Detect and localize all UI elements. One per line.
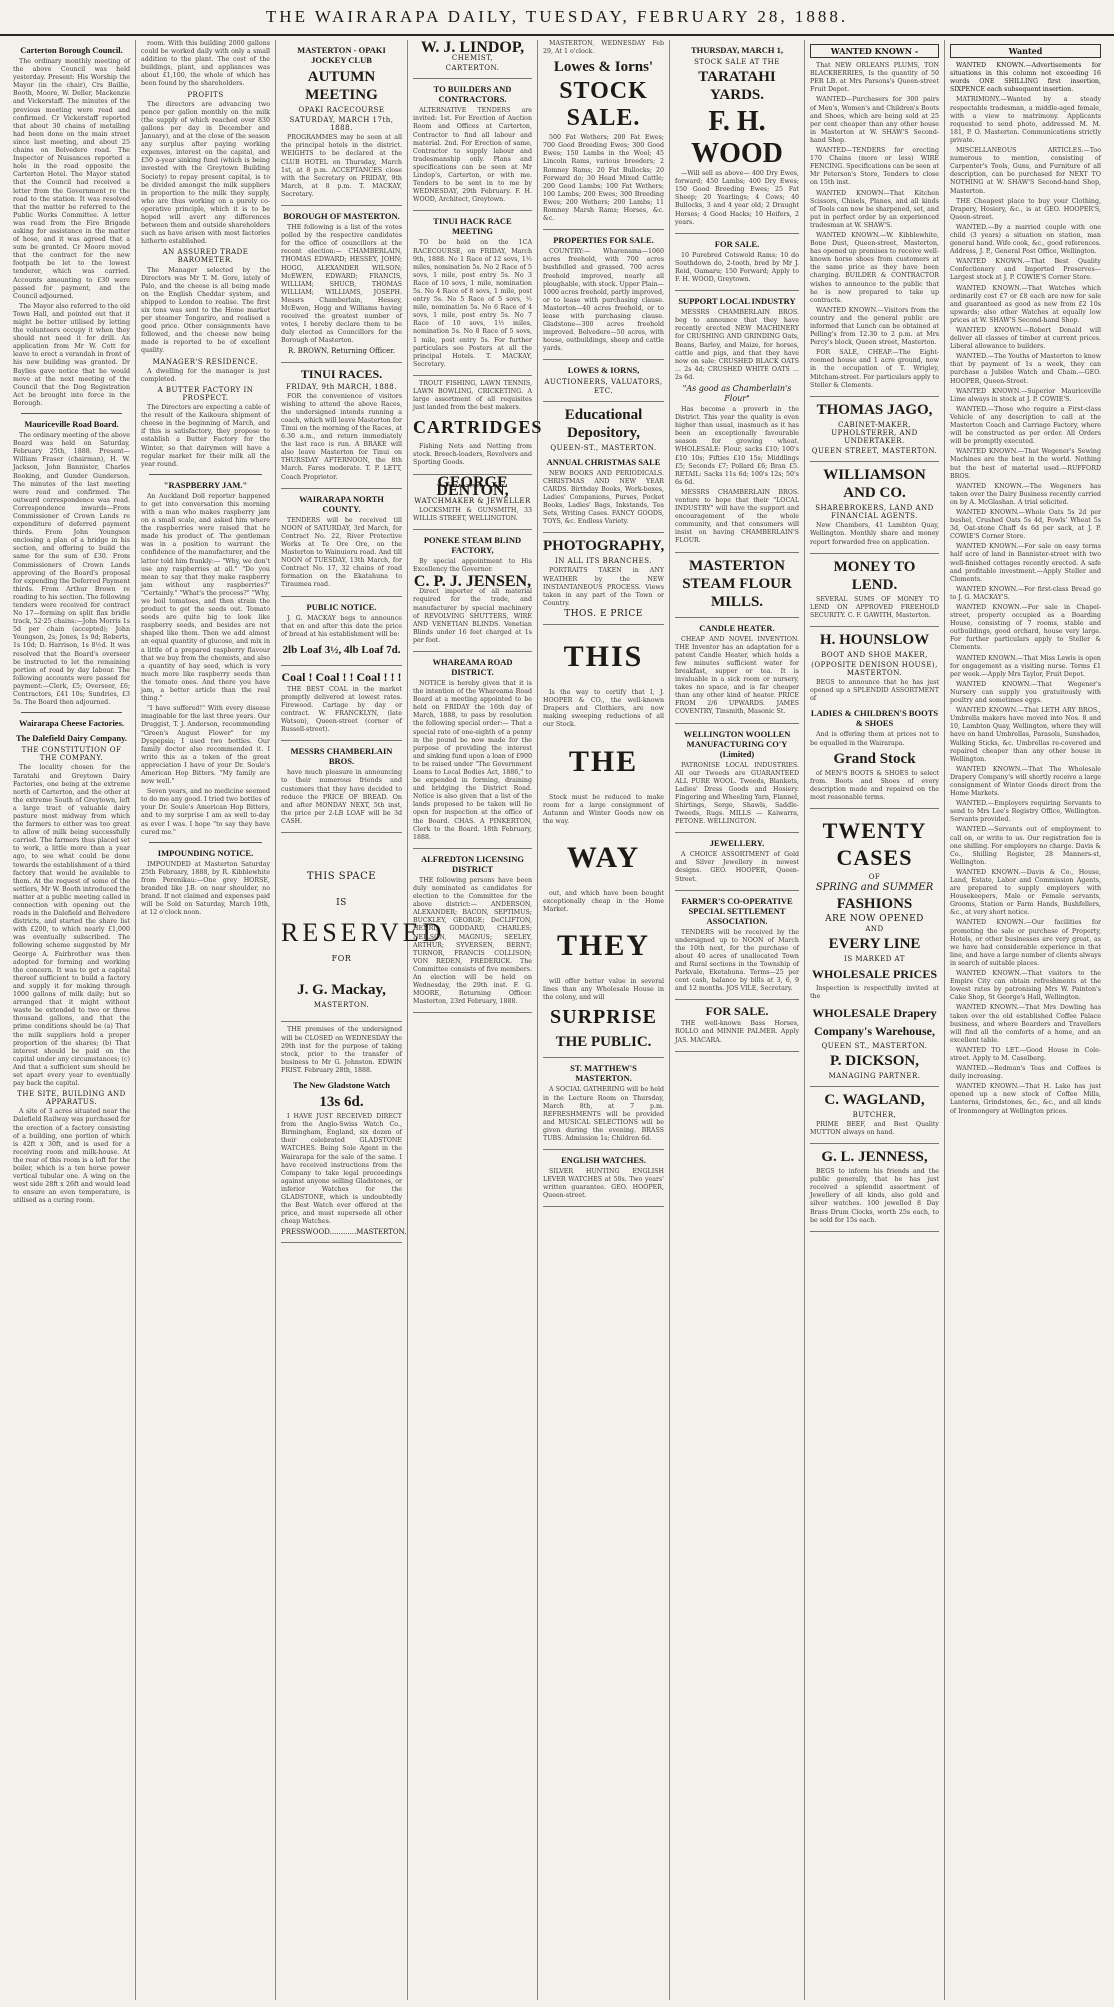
advertisement (675, 296, 799, 552)
article-heading: Carterton Borough Council. (20, 45, 123, 55)
advertisement (281, 1080, 407, 1243)
ad-heading: ST. MATTHEW'S MASTERTON. (570, 1063, 637, 1084)
ad-body: SEVERAL SUMS OF MONEY TO LEND ON APPROVED FREEHOLD SECURITY. C. F. GAWITH, Masterton. (810, 595, 939, 619)
article-body: The Manager selected by the Directors was Mr T. M. Gore, lately of Palo, and the cheese is all being made on the English Cheddar system, and shipped to London to realise. The first six tons was sent to the Home market per steamer Tongariro, and realised a good price. Other consignments have followed, and the cheese now being made is reported to be of excellent quality. (141, 266, 270, 355)
ad-heading: Grand Stock (833, 750, 916, 767)
reserved-for: FOR (331, 954, 352, 964)
masthead (0, 0, 1114, 36)
ad-subheading: C. P. J. JENSEN, (413, 573, 532, 591)
ad-body: New Chambers, 41 Lambton Quay, Wellington. Monthly share and money report forwarded free on application. (810, 522, 939, 546)
column-5 (538, 40, 670, 2000)
reserved-this-space: THIS SPACE (306, 871, 377, 882)
column-6 (670, 40, 805, 2000)
ad-body: ALTERNATIVE TENDERS are invited: 1st. For Erection of Auction Room and Offices at Carterton, Contractor to find all labour and material. 2nd. For Erection of same, Contractor to supply labour and tradesmanship only. Plans and specifications can be seen at Mr Lindop's, Carterton, or with me. Tenders to be sent in to me by WEDNESDAY, 29th February. F. H. WOOD, Architect, Greytown. (413, 107, 532, 204)
ad-heading: MASTERTON STEAM FLOUR MILLS. (682, 557, 792, 610)
ad-heading: CARTRIDGES (413, 417, 543, 438)
advertisement (675, 45, 799, 234)
ad-heading: ENGLISH WATCHES. (561, 1155, 646, 1166)
ad-body: WANTED KNOWN.—For sale in Chapel-street, property occupied as a Boarding House, consisting of 7 rooms, stable and outbuildings, good orchard, house very large. For further particulars apply to Steller & Clements. (950, 604, 1101, 652)
ad-signature: R. BROWN, Returning Officer. (287, 347, 396, 356)
ad-body: WANTED KNOWN.—That Wegener's Sewing Machines are the best in the world. Nothing but the best of material used.—RUFFORD BROS. (950, 448, 1101, 480)
ad-body: WANTED KNOWN.—That Best Quality Confectionery and Imported Preserves—Largest stock at J. P. COWIE'S Corner Store. (950, 258, 1101, 282)
ad-town: CARTERTON. (445, 64, 500, 73)
section-subheading: AN ASSURED TRADE BAROMETER. (162, 248, 249, 265)
ad-body: BEGS to inform his friends and the public generally, that he has just received a splendid assortment of Jewellery of all kinds, also gold and silver watches. 100 jewelled 8 Day Brass Drum Clocks, worth 25s each, to be sold for 15s each. (810, 1168, 939, 1224)
ad-heading: GEORGE DENTON, (436, 473, 509, 499)
ad-heading: SUPPORT LOCAL INDUSTRY (678, 296, 796, 307)
ad-place: (OPPOSITE DENISON HOUSE), MASTERTON. (811, 660, 938, 678)
ad-body: MESSRS CHAMBERLAIN BROS. venture to hope that their "LOCAL INDUSTRY" will have the support and encouragement of the whole community, and that consumers will insist on having CHAMBERLAIN'S FLOUR. (675, 488, 799, 545)
ad-heading: THOMAS JAGO, (816, 401, 933, 418)
ad-body: WANTED KNOWN.—That LETH ARY BROS., Umbrella makers have moved into Nos. 8 and 10, Lambton Quay, Wellington, where they will have on hand Umbrellas, Parasols, Sunshades, Walking Sticks, &c. Umbrellas re-covered and repaired cheaper than any other house in Wellington. (950, 707, 1101, 763)
ad-heading: FOR SALE. (705, 1004, 769, 1019)
advertisement (543, 1063, 664, 1150)
ad-body: WANTED.—Redman's Teas and Coffees is daily increasing. (950, 1065, 1101, 1081)
ad-heading: WELLINGTON WOOLLEN MANUFACTURING CO'Y (Limited) (683, 728, 791, 759)
ad-body: By special appointment to His Excellency the Governor. (413, 558, 532, 574)
column-4 (408, 39, 543, 2000)
ad-body: WANTED KNOWN.—Visitors from the country and the general public are informed that Lunch can be obtained at Pelling's from 12.30 to 2 p.m. at Mrs Percy's block, Queen street, Masterton. (810, 306, 939, 347)
article-body: A site of 3 acres situated near the Dalefield Railway was purchased for the erection of a factory consisting of a building, one portion of which is 42ft x 30ft, and is used for a receiving room and milk-house. At the rear of this room is a loft for the boiler, which is a ten horse power vertical tubular one. A wing on the west side 28ft x 26ft and would lead to ensure an even temperature, is utilised as a curing room. (13, 1108, 130, 1205)
ad-heading: FARMER'S CO-OPERATIVE SPECIAL SETTLEMENT ASSOCIATION. (681, 895, 793, 926)
article-body: The locality chosen for the Taratahi and Greytown Dairy Factories, one being at the extreme north of Carterton, and the other at the extreme South of Greytown, left a large tract of valuable dairy pasture most midway from which the farmers to either was too great to allow of milk being successfully carried. The farmers thus placed set to work, a little more than a year ago, to see what could be done towards the establishment of a third factory that would be available to them. At the request of some of the settlers, Mr W. Booth introduced the matter at a public meeting called in connection with opening out the roads in the Dalefield and Belvedere districts, and started the share list with £200, to which nearly £1,000 was eventually subscribed. The following scheme suggested by Mr George A. Fairbrother was then adopted for forming and working the concern. It was to get a capital thereof sufficient to build a factory and supply it for making through 1000 gallons of milk daily; but so arranged that it might without waste be extended to two or three thousand gallons, and that the prime conditions should be (a) That the milk suppliers hold a proper proportion of the shares; (b) That interest should be paid on the capital under any circumstances; (c) And that a sufficient sum should be set apart every year to eventually pay back the capital. (13, 764, 130, 1088)
reserved-town: MASTERTON. (313, 1001, 370, 1010)
article-body: A dwelling for the manager is just completed. (141, 367, 270, 383)
advertisement (413, 535, 532, 652)
section-subheading: THE SITE, BUILDING AND APPARATUS. (17, 1090, 126, 1107)
ad-heading: MONEY TO LEND. (833, 558, 916, 593)
advertisement (810, 401, 939, 462)
advertisement (810, 1148, 939, 1232)
article-body: The ordinary meeting of the above Board was held on Saturday, February 25th, 1888. Present—William Fraser (chairman), H. W. Jackson, John Bannister, Charles Rooking, and Gunder Gunderson. The minutes of the last meeting were read and confirmed. The outward correspondence was read. Correspondence inwards—From Commissioner of Crown Lands re expenditure of deferred payment thirds. From John Youngson enclosing a plan of a bridge in his section, and offering to build the same for the sum of £30. From Commissioners of Crown Lands approving of the Board's proposal for expending the Deferred Payment thirds. From Arthur Brown re roading to his section. The following tenders were received for contract No 17—forming on split flax bridle track, 52·25 chains:—John Morris 1s 5d per chain (accepted); John Youngson, 2s; Jones, 1s 9d; Roberts, 1s 10d; D. Harrison, 1s 8½d. It was resolved that the Board's overseer be instructed to let the remaining portion of road by day labour. The following accounts were passed for payment:—Clerk, £5; Overseer, £6; Contractors, £41 10s; Sundries, £3 5s. The Board then adjourned. (13, 432, 130, 707)
ad-body: 500 Fat Wethers; 200 Fat Ewes; 700 Good Breeding Ewes; 300 Good Ewes; 150 Lambs in the Wool; 45 Lincoln Rams, various breeders; 2 Romney Rams; 20 Fat Bullocks; 20 Forward do; 30 Head Mixed Cattle; 200 Good Lambs; 100 Fat Wethers; 100 Lambs; 200 Ewes; 300 Breeding Ewes; 200 Wethers; 200 Lambs; 11 Romney Marsh Rams; Horses, &c. &c. (543, 134, 664, 223)
ad-body: MESSRS CHAMBERLAIN BROS. beg to announce that they have recently erected NEW MACHINERY for CRUSHING AND GRINDING Oats, Beans, Barley, and Maize, for horses, cattle and pigs, and that they have now on sale: CRUSHED BLACK OATS ... 2s 4d; CRUSHED WHITE OATS ... 2s 6d. (675, 309, 799, 381)
ad-body: A SOCIAL GATHERING will be held in the Lecture Room on Thursday, March 8th, at 7 p.m. REFRESHMENTS will be provided and MUSICAL SELECTIONS will be given during the evening. BRASS TUBS. Admission 1s; Children 6d. (543, 1086, 664, 1142)
column-3 (276, 40, 446, 2000)
advertisement (675, 623, 799, 724)
ad-heading: TO BUILDERS AND CONTRACTORS. (433, 84, 512, 105)
advertisement (413, 657, 532, 849)
ad-body: THE following is a list of the votes polled by the respective candidates for the office of councillors at the recent election:— CHAMBERLAIN, THOMAS EDWARD; HESSEY, JOHN; HOGG, ALEXANDER WILSON; McEWEN, EDWARD; FRANCIS, WILLIAM; SHUCB, THOMAS WILLIAM; WILLIAMS, JOSEPH. Messrs Chamberlain, Hessey, McEwen, Hogg and Williams having received the greatest number of votes, I hereby declare them to be duly elected as Councillors for the Borough of Masterton. (281, 224, 402, 345)
advertisement (675, 896, 799, 1001)
ad-name: F. H. WOOD (691, 106, 783, 170)
ad-body: PATRONISE LOCAL INDUSTRIES. All our Tweeds are GUARANTEED ALL PURE WOOL. Tweeds, Blankets, Ladies' Dress Goods and Hosiery. Fingering and Wheeling Yarn, Flannel, Shirtings, Serge, Shawls, Saddle-Tweeds, Rugs. MILLS — Kaiwarra, PETONE. WELLINGTON. (675, 761, 799, 826)
ad-body: WANTED.—The Youths of Masterton to know that by payment of 1s a week, they can purchase a Jubilee Watch and Chain.—GEO. HOOPER, Queen-Street. (950, 353, 1101, 385)
ad-body: WANTED KNOWN.—For sale on easy terms half acre of land in Bannister-street with two well-finished cottages recently erected. A safe and profitable investment.—Apply Steller and Clements. (950, 543, 1101, 583)
ad-word: WHOLESALE PRICES (811, 967, 938, 982)
advertisement (675, 838, 799, 890)
article-body: The Directors are expecting a cable of the result of the Kaikoura shipment of cheese in the beginning of March, and if this is satisfactory, they propose to establish a Butter Factory for the Winter, so that dairymen will have a regular market for their milk all the year round. (141, 404, 270, 468)
ad-body: WANTED KNOWN.—That H. Lake has just opened up a new stock of Coffee Mills, Lanterns, Grindstones, &c., &c., and all kinds of Ironmongery at Wellington prices. (950, 1083, 1101, 1115)
ad-body: Stock must be reduced to make room for a large consignment of Autumn and Winter Goods now on the way. (543, 793, 664, 825)
ad-body: WANTED KNOWN.—That Mrs Dowling has taken over the old established Coffee Palace business, and where Boarders and Travellers will find all the comforts of a home, and an excellent table. (950, 1004, 1101, 1044)
advertisement (543, 235, 664, 360)
section-subheading: THE CONSTITUTION OF THE COMPANY. (21, 746, 122, 763)
ad-heading: PROPERTIES FOR SALE. (553, 235, 654, 246)
page-columns (8, 40, 1106, 2000)
ad-body: CHEAP AND NOVEL INVENTION. THE Inventor has an adaptation for a patent Candle Heater, which holds a few minutes sufficient water for breakfast, supper or tea. It is invaluable in a sick room or nursery, takes no space, and is far cheaper than any other kind of heater. PRICE FROM 2/6 UPWARDS. JAMES COVENTRY, Tinsmith, Masonic St. (675, 635, 799, 716)
divider (149, 474, 262, 475)
ad-heading: W. J. LINDOP, (420, 39, 525, 56)
ad-body: MASTERTON, WEDNESDAY Feb 29, At 1 o'clock. (543, 40, 664, 56)
ad-body: out, and which have been bought exceptionally cheap in the Home Market. (543, 889, 664, 914)
advertisement (281, 602, 402, 666)
ad-body: —Will sell as above— 400 Dry Ewes, forward; 450 Lambs; 400 Dry Ewes; 150 Good Breeding Ewes; 25 Fat Sheep; 20 Yearlings; 4 Cows; 40 Bullocks, 3 and 4 year old; 2 Draught Horses; 4 Good Hacks; 10 Heifers, 2 years. (675, 170, 799, 226)
ad-name: THOS. E PRICE (564, 608, 643, 619)
section-subheading: A BUTTER FACTORY IN PROSPECT. (157, 385, 254, 402)
ad-body: WANTED.—Those who require a First-class Vehicle of any description to call at the Masterton Coach and Carriage Factory, where will be constructed as per order. All Orders will be promptly executed. (950, 405, 1101, 446)
ad-word: THE PUBLIC. (555, 1034, 652, 1051)
ad-heading: Lowes & Iorns' (553, 59, 654, 76)
ad-heading: PONEKE STEAM BLIND FACTORY, (423, 535, 522, 556)
ad-body: WANTED KNOWN.—Superior Mauriceville Lime always in stock at J. P. COWIE'S. (950, 387, 1101, 403)
ad-body: of MEN'S BOOTS & SHOES to select from. Boots and Shoes of every description made and repaired on the most reasonable terms. (810, 769, 939, 801)
ad-body: TENDERS will be received by the undersigned up to NOON of March the 10th next, for the purchase of about 40 acres of unallocated Town and Rural sections in the Township of Parkvale, Eketahuna. Terms—25 per cent cash, balance by bills at 3, 6, 9 and 12 months. JOS VILE, Secretary. (675, 928, 799, 993)
ad-heading: PUBLIC NOTICE. (306, 601, 377, 612)
advertisement (543, 1155, 664, 1207)
ad-heading: JEWELLERY. (709, 838, 765, 849)
ad-body: THE well-known Bass Horses, ROLLO and MINNIE PALMER. Apply JAS. MACARA. (675, 1020, 799, 1044)
advertisement (281, 45, 402, 206)
ad-body: THE Cheapest place to buy your Clothing, Drapery, Hosiery, &c., is at GEO. HOOPER'S, Queen-street. (950, 197, 1101, 221)
article-heading: The Dalefield Dairy Company. (16, 733, 127, 744)
article-body: The ordinary monthly meeting of the above Council was held yesterday. Present: His Worship the Mayor (in the chair), Crs Baillie, Booth, Moore, W. Deller, Mackenzie and Vickerstaff. The minutes of the previous meeting were read and confirmed. Cr Vickerstaff reported that about 30 chains of metalling had been done on the main street since last meeting, and about 25 chains on Belvedere road. The Inspector of Nuisances reported a hole in the road opposite the Carterton Hotel. The Mayor stated that the Council had received a letter from the Government re the road to the station. It was resolved that the matter be referred to the Public Works Committee. A letter was read from the Fire Brigade asking for assistance in the matter of hose, and it was agreed that a sum be granted. Cr Moore moved that the contract for the new footpath be let to the lowest tenderer, which was carried. Accounts amounting to £30 were passed for payment, and the Council adjourned. (13, 58, 130, 300)
ad-place: OPAKI RACECOURSE (298, 106, 385, 114)
ad-body: have much pleasure in announcing to their numerous friends and customers that they have decided to reduce the PRICE OF BREAD. On and after MONDAY NEXT, 5th inst, the price per 2-LB LOAF will be 3d CASH. (281, 769, 402, 825)
advertisement (543, 406, 664, 534)
ad-body: 10 Purebred Cotswold Rams; 10 do Southdown do, 2-tooth, bred by Mr J. Reid, Oamaru; 150 Forward; Apply to F. H. WOOD, Greytown. (675, 251, 799, 284)
ad-heading: LADIES & CHILDREN'S BOOTS & SHOES (810, 708, 939, 729)
ad-body: will offer better value in several lines than any Wholesale House in the colony, and will (543, 978, 664, 1002)
advertisement (810, 1091, 939, 1144)
ad-heading: LOWES & IORNS, (567, 365, 640, 376)
ad-word: EVERY LINE (828, 936, 921, 953)
ad-heading: PHOTOGRAPHY, (543, 538, 665, 555)
bread-price: 2lb Loaf 3½, 4lb Loaf 7d. (282, 643, 401, 656)
newspaper-title: THE WAIRARAPA DAILY, TUESDAY, FEBRUARY 28, 1888. (265, 7, 849, 26)
ad-body: Direct importer of all material required for the trade, and manufacturer by special machinery of REVOLVING SHUTTERS, WIRE AND VENETIAN BLINDS. Venetian Blinds under 16 feet charged at 1s per foot. (413, 588, 532, 644)
ad-heading: WILLIAMSON AND CO. (823, 467, 926, 502)
advertisement (413, 379, 543, 475)
article-body: An Auckland Doll reporter happened to get into conversation this morning with a man who makes raspberry jam on a small scale, and asked him where the raspberries were raised that he made his product of. The gentleman was in a position to warrant the confidence of the manufacturer, and the latter told him frankly:— "Why, we don't use any raspberries at all." "Do you mean to say that they make raspberry jam without any raspberries?" "Certainly." "What's the process?" "Why, we boil tomatoes, and then strain the product to get the seeds out. Tomato seeds are quite big to look like raspberry seeds, and besides are not shaped like them. Then we add almost an equal quantity of glucose, and mix in a little of a prepared raspberry flavour that we buy from the chemists, and also a quantity of hay seed, which is very much more like raspberry seeds than the tomato ones. And there you have jam, a better article than the real thing." (141, 492, 270, 703)
ad-subheading: MANAGING PARTNER. (828, 1071, 921, 1080)
ad-heading: FOR SALE. (714, 238, 760, 249)
ad-body: WANTED KNOWN.—That Watches which ordinarily cost £7 or £8 each are now for sale and guaranteed as good as new from £2 10s upwards; also other Watches at equally low prices at W. SHAW'S Second-hand Shop. (950, 284, 1101, 324)
column-8 (945, 40, 1106, 2000)
ad-date: FRIDAY, 9th MARCH, 1888. (286, 382, 397, 391)
reserved-is: IS (336, 898, 347, 909)
ad-body: LOCKSMITH & GUNSMITH, 33 WILLIS STREET, WELLINGTON. (413, 506, 532, 522)
ad-subheading: QUEEN-ST., MASTERTON. (550, 443, 657, 452)
notice-heading: IMPOUNDING NOTICE. (157, 847, 254, 858)
ad-word: WAY (566, 840, 641, 874)
ad-word: THE (568, 744, 639, 778)
ad-subheading: SHAREBROKERS, LAND AND FINANCIAL AGENTS. (815, 504, 934, 521)
ad-body: PROGRAMMES may be seen at all the principal hotels in the district. WEIGHTS to be declared at the CLUB HOTEL on Thursday, March 1st, at 8 p.m. ACCEPTANCES close with the Secretary on FRIDAY, 9th March, at 8 p.m. T. MACKAY, Secretary. (281, 134, 402, 198)
ad-heading: P. DICKSON, (829, 1052, 920, 1069)
ad-heading: Coal ! Coal ! ! Coal ! ! ! (281, 669, 402, 684)
article-body: room. With this building 2000 gallons could be worked daily with only a small addition to the plant. The cost of the buildings, plant, and appliances was about £1,100, the whole of which has been found by the shareholders. (141, 40, 270, 88)
advertisement (281, 746, 402, 833)
advertisement (675, 239, 799, 291)
advertisement (810, 466, 939, 553)
column-1 (8, 40, 136, 2000)
advertisement (281, 211, 402, 363)
ad-subheading: CHEMIST, (451, 54, 494, 63)
ad-body: WANTED KNOWN.—Advertisements for situations in this column not exceeding 16 words ONE SHILLING first insertion, SIXPENCE each subsequent insertion. (950, 62, 1101, 94)
article-heading: "RASPBERRY JAM." (163, 479, 248, 490)
advertisement (810, 631, 939, 809)
column-2 (136, 40, 276, 2000)
notice-body: IMPOUNDED at Masterton Saturday 25th February, 1888, by R. Kibblewhite from Perenikau:—One grey HORSE, branded like J.B. on near shoulder, no brand. If not claimed and expenses paid will be Sold on Saturday, March 10th, at 12 o'clock noon. (141, 860, 270, 917)
ad-body: WANTED.—Employers requiring Servants to send to Mrs Lee's Registry Office, Wellington. Servants provided. (950, 800, 1101, 824)
ad-body: WANTED—TENDERS for erecting 170 Chains (more or less) WIRE FENCING. Specifications can be seen at Mr Peterson's Store, Tenders to close on 15th inst. (810, 147, 939, 187)
ad-body: WANTED.—By a married couple with one child (3 years) a situation on station, man general hand. Wife cook, &c., good references. Address, J. P., General Post Office, Wellington. (950, 223, 1101, 256)
ad-body: Is the way to certify that I, J. HOOPER & CO., the well-known Drapers and Clothiers, are now making sweeping reductions of all our Stock. (543, 689, 664, 729)
ad-place: QUEEN ST., MASTERTON. (821, 1041, 928, 1050)
ad-body: WANTED KNOWN.—That visitors to the Empire City can obtain refreshments at the lowest rates by patronising Mrs W. Painton's Cake Shop, St George's Hall, Wellington. (950, 970, 1101, 1002)
advertisement (413, 473, 532, 530)
reserved-word: RESERVED (281, 918, 446, 948)
ad-body: WANTED.—Servants out of employment to call on, or write to us. Our registration fee is one shilling. For employers no charge. Davis & Co., Shilling Register, 28 Manners-st, Wellington. (950, 826, 1101, 866)
ad-body: THE following persons have been duly nominated as candidates for election to the Committee for the above district:— ANDERSON, ALEXANDER; BACON, SEPTIMUS; BUCKLEY, GEORGE; DeCLIFTON, HENRI; GODDARD, CHARLES; NEILSON, MAGNUS; SEELEY, ARTHUR; SYVERSEN, BERNT; TURNOR, FRANCIS COLLISON; VON REDEN, FREDERICK. The Committee consists of five members. An election will be held on Wednesday, the 29th inst. F. G. MOORE, Returning Officer. Masterton, 23rd February, 1888. (413, 876, 532, 1006)
ad-body: Fishing Nets and Netting from stock. Breech-loaders, Revolvers and Sporting Goods. (413, 443, 532, 467)
ad-heading: The New Gladstone Watch (293, 1080, 390, 1091)
ad-body: WANTED KNOWN.—The Wegeners has taken over the Dairy Business recently carried on by A. McGlashan. A trial solicited. (950, 482, 1101, 506)
section-subheading: MANAGER'S RESIDENCE. (152, 357, 259, 366)
ad-body: WANTED KNOWN.—That Miss Lewis is open for engagement as a visiting nurse. Terms £1 per week.—Apply Mrs Taylor, Fruit Depot. (950, 654, 1101, 678)
advertisement (543, 365, 664, 401)
ad-heading: CANDLE HEATER. (699, 622, 775, 633)
advertisement (543, 537, 664, 625)
ad-line: SPRING and SUMMER (815, 882, 934, 894)
advertisement (675, 729, 799, 834)
advertisement (543, 40, 664, 230)
ad-body: WANTED—Purchasers for 300 pairs of Men's, Women's and Children's Boots and Shoes, which are being sold at 25 per cent cheaper than any other house in Masterton at W. SHAW'S Second-hand Shop. (810, 96, 939, 144)
ad-body: WANTED KNOWN.—Our facilities for promoting the sale or purchase of Property, Hotels, or other businesses are very great, as we have had considerable experience in that line, and have a large number of clients always in search of suitable places. (950, 919, 1101, 967)
ad-body: MATRIMONY.—Wanted by a steady respectable tradesman, a middle-aged female, with a view to matrimony. Applicants requested to send photo, addressed M. M. 181, P. O. Masterton. Communications strictly private. (950, 96, 1101, 144)
article-heading: Wairarapa Cheese Factories. (18, 718, 125, 729)
advertisement (810, 44, 939, 397)
ad-body: PRIME BEEF, and Best Quality MUTTON always on hand. (810, 1120, 939, 1136)
ad-body: J. G. MACKAY begs to announce that on and after this date the price of bread at his establishment will be: (281, 614, 402, 638)
ad-heading: C. WAGLAND, (824, 1091, 925, 1108)
ad-body: TO be held on the 1CA RACECOURSE, on FRIDAY, March 9th, 1888. No 1 Race of 12 sovs, 1½ miles, nomination 5s. No 2 Race of 5 sovs, 1 mile, post entry 5s. No 3 Race of 10 sovs, 1 mile, nomination 5s. No 4 Race of 8 sovs, 1 mile, post entry 5s. No 5 Race of 5 sovs, ½ mile, nomination 5s. No 6 Race of 4 sovs, 1 mile, post entry 5s. No 7 Race of 10 sovs, 1½ miles, nomination 5s. No 8 Race of 5 sovs, 1 mile, post entry 5s. For further particulars see Posters at all the principal Hotels. T. MACKAY, Secretary. (413, 239, 532, 368)
ad-word: THIS (563, 640, 644, 674)
article-body: Seven years, and no medicine seemed to do me any good. I tried two bottles of your Dr. Soule's American Hop Bitters, and to my surprise I am as well to-day as ever I was. I hope "to say they have cured me." (141, 788, 270, 836)
ad-big: TWENTY CASES (822, 818, 927, 870)
ad-heading: TINUI HACK RACE MEETING (433, 216, 512, 237)
advertisement (810, 558, 939, 627)
ad-body: TENDERS will be received till NOON of SATURDAY, 3rd March, for Contract No. 22, River Protective Works at Te Ore Ore, on the Masterton to Wainuioru road. And till NOON of TUESDAY, 13th March, for Contract No. 17, 32 chains of road formation on the Ekatahuna to Tiraumea road. (281, 516, 402, 589)
ad-word: THEY (556, 929, 651, 963)
article-heading: Mauriceville Road Board. (24, 419, 119, 430)
ad-subheading: WATCHMAKER & JEWELLER (414, 496, 531, 505)
ad-body: PORTRAITS TAKEN in ANY WEATHER by the NEW INSTANTANEOUS PROCESS. Views taken in any part of the Town or Country. (543, 567, 664, 607)
article-body: "I have suffered!" With every disease imaginable for the last three years. Our Druggist, T. J. Anderson, recommending "Green's August Flower" for my Dyspepsia; I used two bottles. Our family doctor also recommended it. I write this as a token of the great appreciation I have of your Dr. Soule's American Hop Bitters. "My family are now well." (141, 705, 270, 786)
ad-body: NEW BOOKS AND PERIODICALS. CHRISTMAS AND NEW YEAR CARDS. Birthday Books, Work-boxes, Ladies' Companions, Purses, Pocket Books, Ladies' Bags, Inkstands, Tea Sets, Writing Cases. FANCY GOODS, TOYS, &c. Endless Variety. (543, 469, 664, 526)
ad-date: SATURDAY, MARCH 17th, 1888. (289, 116, 394, 133)
ad-body: BEGS to announce that he has just opened up a SPLENDID ASSORTMENT of (810, 679, 939, 703)
article-body: The directors are advancing two pence per gallon monthly on the milk (the supply of which reached over 830 gallons per day in December and January), and at the close of the season any surplus after paying working expenses, interest on the capital, and £50 a-year sinking fund (which is being invested with the Greytown Building Society) to repay present capital, is to be divided amongst the milk suppliers in proportion to the milk they supply, who are thus working on a purely co-operative principle, which it is to be hoped will avert any differences between them and outside shareholders such as have arisen with most factories hitherto established. (141, 100, 270, 246)
column-7 (805, 40, 945, 2000)
ad-big: STOCK SALE. (559, 78, 648, 132)
ad-word: IS MARKED AT (844, 955, 905, 964)
advertisement (413, 216, 532, 376)
ad-body: WANTED TO LET.—Good House in Cole-street. Apply to M. Caselberg. (950, 1046, 1101, 1062)
ad-body: That NEW ORLEANS PLUMS, TON BLACKBERRIES, Is the quantity of 50 PER LB. at Mrs Parsons's Queen-street Fruit Depot. (810, 62, 939, 94)
ad-subheading: IN ALL ITS BRANCHES. (554, 557, 653, 566)
ad-heading: THURSDAY, MARCH 1, (691, 45, 783, 55)
reserved-name: J. G. Mackay, (297, 982, 386, 999)
ad-subheading: CABINET-MAKER, UPHOLSTERER, AND UNDERTAKER. (831, 420, 918, 445)
ad-heading: G. L. JENNESS, (821, 1149, 928, 1166)
ad-heading: WHOLESALE Drapery Company's Warehouse, (812, 1005, 937, 1038)
ad-body: COUNTRY:— Wharenama—1060 acres freehold, with 700 acres bushfelled and grassed. 700 acres freehold improved, nearly all ploughable, with stock. Upper Plain—1000 acres freehold, partly improved, or to lease with purchasing clause. Masterton—40 acres freehold, or to lease with purchasing clause. Gladstone—300 acres freehold improved. Belvedere—50 acres, with house, outbuildings, sheep and cattle yards. (543, 248, 664, 353)
ad-body: WANTED KNOWN—That Kitchen Scissors, Chisels, Planes, and all kinds of Tools can now be sharpened, set, and put in perfect order by an experienced tradesman at W. SHAW'S. (810, 189, 939, 229)
ad-heading: Wanted (950, 44, 1101, 58)
ad-body: Inspection is respectfully invited at the (810, 985, 939, 1001)
divider (149, 842, 262, 843)
ad-body: THE premises of the undersigned will be CLOSED on WEDNESDAY the 29th inst for the purpose of taking stock, prior to the transfer of business to Mr G. Johnston. EDWIN FRIST. February 28th, 1888. (281, 1026, 402, 1074)
advertisement (281, 494, 402, 597)
ad-body: WANTED KNOWN.—Whole Oats 5s 2d per bushel, Crushed Oats 5s 4d, Fowls' Wheat 5s 3d, Oat-stone Chaff 4s 6d per sack, at J. P. COWIE'S Corner Store. (950, 508, 1101, 541)
ad-heading: WHAREAMA ROAD DISTRICT. (432, 656, 513, 677)
ad-body: THE BEST COAL in the market promptly delivered at lowest rates. Firewood. Cartage by day or contract. W. FRANCKLYN, (late Watson), Queen-street (corner of Russell-street). (281, 685, 402, 734)
ad-word: FASHIONS (836, 896, 913, 913)
reserved-space-ad (281, 871, 446, 1022)
article-body: The Mayor also referred to the old Town Hall, and pointed out that it might be better utilised by letting the volunteers occupy it when they should not need it for drill. An application from Mr W. Cott for leave to erect a verandah in front of his new building was granted. Dr Baylies gave notice that he would move at the next meeting of the Council that the Dog Registration Act be brought into force in the Borough. (13, 302, 130, 407)
ad-body: WANTED KNOWN.—Davis & Co., House, Land, Estate, Labor and Commission Agents, are prepared to supply employers with Housekeepers, Male or Female servants, Grooms, Station or Farm Hands, Bushfellers, &c., at very short notice. (950, 868, 1101, 917)
ad-subheading: AUCTIONEERS, VALUATORS, ETC. (544, 378, 663, 395)
section-subheading: PROFITS (187, 90, 224, 99)
ad-word: OF (868, 873, 881, 881)
ad-place: QUEEN STREET, MASTERTON. (811, 447, 938, 456)
ad-heading: TINUI RACES. (300, 366, 383, 381)
advertisement (810, 817, 939, 1087)
ad-heading: MASTERTON - OPAKI JOCKEY CLUB (297, 45, 386, 65)
divider (21, 712, 122, 713)
ad-heading: MESSRS CHAMBERLAIN BROS. (290, 746, 393, 767)
ad-heading: BOROUGH OF MASTERTON. (283, 211, 400, 222)
ad-body: WANTED KNOWN.—Robert Donald will deliver all classes of timber at current prices. Liberal allowance to builders. (950, 327, 1101, 351)
ad-body: WANTED KNOWN.—W. Kibblewhite, Bone Dust, Queen-street, Masterton, has opened up premises to receive well-known horse shoes from customers at the same price as they have been charging. BUILDER & CONTRACTOR wishes to announce to the public that he is now prepared to take up contracts. (810, 231, 939, 304)
ad-body: WANTED KNOWN.—That The Wholesale Drapery Company's will shortly receive a large consignment of Winter Goods direct from the Home Markets. (950, 765, 1101, 798)
ad-word: ARE NOW OPENED (825, 914, 924, 925)
advertisement (675, 1004, 799, 1051)
ad-subheading: BOOT AND SHOE MAKER, (821, 650, 928, 659)
ad-body: WANTED KNOWN.—That Wegener's Nursery can supply you gratuitously with poultry and sometimes eggs. (950, 680, 1101, 705)
ad-heading: H. HOUNSLOW (819, 631, 930, 648)
ad-word: SURPRISE (550, 1006, 657, 1029)
ad-subheading: AUTUMN MEETING (305, 69, 378, 103)
ad-yard: TARATAHI YARDS. (698, 69, 776, 104)
advertisement (543, 639, 664, 1058)
ad-heading: ALFREDTON LICENSING DISTRICT (420, 853, 525, 874)
advertisement (413, 84, 532, 211)
ad-body: WANTED KNOWN.—For first-class Bread go to J. G. MACKAY'S. (950, 585, 1101, 601)
ad-heading: WANTED KNOWN - (810, 44, 939, 58)
ad-word: AND (865, 925, 884, 934)
ad-subheading: BUTCHER, (852, 1110, 897, 1119)
ad-body: NOTICE is hereby given that it is the intention of the Whareama Road Board at a meeting appointed to be held on FRIDAY the 16th day of March, 1888, to pass by resolution the following special order:— That a special rate of one-eighth of a penny in the pound be now made for the purpose of providing the interest and sinking fund upon a loan of £900 to be raised under "The Government Loans to Local Bodies Act, 1886," to be expended in forming, draining and bridging the District Road. Notice is also given that a list of the lands proposed to be taken will lie open for inspection at the office of the Board. CHAS. A PINKERTON, Clerk to the Board. 18th February, 1888. (413, 679, 532, 841)
ad-body: A CHOICE ASSORTMENT of Gold and Silver Jewellery in newest designs. GEO. HOOPER, Queen-Street. (675, 851, 799, 883)
advertisement (413, 854, 532, 1014)
advertisement (675, 557, 799, 618)
ad-body: Has become a proverb in the District. This year the quality is even higher than usual, inasmuch as it has been an exceptionally favourable season for growing wheat. WHOLESALE: Flour, sacks £10; 100's £10 10s; Fifties £10 15s; Middlings £5; Seconds £7; Pollard £6; Bran £5. RETAIL: Sacks 11s 6d; 100's 12s; 50's 6s 6d. (675, 405, 799, 486)
ad-subheading: STOCK SALE AT THE (694, 58, 780, 66)
ad-footer: PRESSWOOD............MASTERTON. (281, 1228, 407, 1237)
advertisement (281, 670, 402, 742)
ad-body: TROUT FISHING, LAWN TENNIS, LAWN BOWLING, CRICKETING. A large assortment of all requisites just landed from the best makers. (413, 379, 532, 412)
ad-body: MISCELLANEOUS ARTICLES.—Too numerous to mention, consisting of Carpenter's Tools, Guns, and Furniture of all description, can be purchased for NEXT TO NOTHING at W. SHAW'S Second-hand Shop, Masterton. (950, 147, 1101, 195)
ad-tagline: "As good as Chamberlain's Flour" (682, 383, 792, 403)
ad-heading: ANNUAL CHRISTMAS SALE (546, 456, 661, 467)
ad-body: And is offering them at prices not to be equalled in the Wairarapa. (810, 731, 939, 747)
ad-body: I HAVE JUST RECEIVED DIRECT from the Anglo-Swiss Watch Co., Birmingham, England, six dozen of their celebrated GLADSTONE WATCHES. Being Sole Agent in the Wairarapa for the sale of the same. I have received instructions from the Company to take legal proceedings against anyone selling Gladstones, or inferior Watches for the GLADSTONE, which is undoubtedly the Best Watch ever offered at the price, and must supersede all other cheap Watches. (281, 1113, 402, 1226)
ad-heading: Educational Depository, (564, 406, 643, 441)
ad-body: FOR the convenience of visitors wishing to attend the above Races, the undersigned intends running a coach, which will leave Masterton for Tinui on the morning of the Races, at 6.30 a.m., and return immediately the last race is run. A BRAKE will also leave Masterton for Tinui on THURSDAY AFTERNOON, the 8th March. Fares moderate. T. P. LETT, Coach Proprietor. (281, 392, 402, 481)
divider (21, 413, 122, 414)
ad-body: FOR SALE, CHEAP.—The Eight-roomed house and 1 acre ground, now in the occupation of T. Wrigley, Mitcham-street. For particulars apply to Steller & Clements. (810, 349, 939, 389)
watch-price: 13s 6d. (319, 1094, 364, 1111)
advertisement (413, 39, 532, 79)
ad-heading: WAIRARAPA NORTH COUNTY. (299, 493, 384, 514)
advertisement (281, 367, 402, 489)
ad-body: SILVER HUNTING ENGLISH LEVER WATCHES at 50s. Two years' written guarantee. GEO. HOOPER, Queen-street. (543, 1168, 664, 1200)
